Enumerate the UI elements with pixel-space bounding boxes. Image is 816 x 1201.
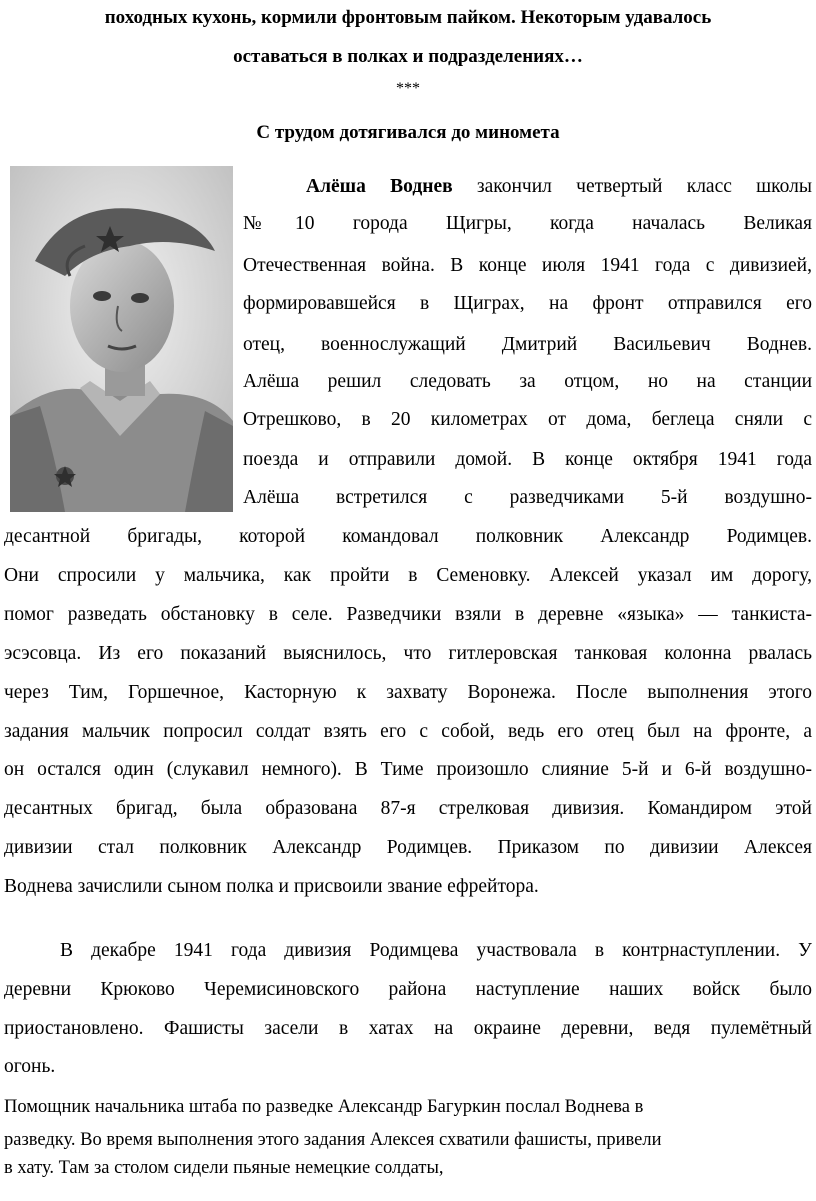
para1-line-2: №10 города Щигры, когда началась Великая [243,213,812,234]
para1-line-15: задания мальчик попросил солдат взять его с собой, ведь его отец был на фронте, а [4,721,812,742]
intro-line-2: оставаться в полках и подразделениях… [233,46,583,67]
person-name: Алёша Воднев [306,176,453,197]
para1-line-5: отец, военнослужащий Дмитрий Васильевич Воднев. [243,334,812,355]
portrait-photo-icon [10,166,233,512]
para1-line-14: через Тим, Горшечное, Касторную к захвату Воронежа. После выполнения этого [4,682,812,703]
para2-line-4: огонь. [4,1056,56,1077]
para1-line-1 [306,176,812,198]
para1-line-8: поезда и отправили домой. В конце октября 1941 года [243,449,812,470]
separator: *** [396,80,420,97]
para1-line-10: десантной бригады, которой командовал полковник Александр Родимцев. [4,526,812,547]
para1-line-16: он остался один (слукавил немного). В Тиме произошло слияние 5-й и 6-й воздушно- [4,759,812,780]
para2-line-2: деревни Крюково Черемисиновского района наступление наших войск было [4,979,812,1000]
para2-line-3: приостановлено. Фашисты засели в хатах на окраине деревни, ведя пулемётный [4,1018,812,1039]
para1-line-12: помог разведать обстановку в селе. Разведчики взяли в деревне «языка» — танкиста- [4,604,812,625]
para3-line-2: разведку. Во время выполнения этого задания Алексея схватили фашисты, привели [4,1130,662,1150]
para1-line-18: дивизии стал полковник Александр Родимцев. Приказом по дивизии Алексея [4,837,812,858]
para3-line-1: Помощник начальника штаба по разведке Александр Багуркин послал Воднева в [4,1097,644,1117]
para1-line-6: Алёша решил следовать за отцом, но на станции [243,371,812,392]
para3-line-3: в хату. Там за столом сидели пьяные немецкие солдаты, [4,1158,444,1178]
intro-line-1: походных кухонь, кормили фронтовым пайком. Некоторым удавалось [104,7,712,28]
para1-line-11: Они спросили у мальчика, как пройти в Семеновку. Алексей указал им дорогу, [4,565,812,586]
section-title: С трудом дотягивался до миномета [256,122,560,143]
para2-line-1: В декабре 1941 года дивизия Родимцева участвовала в контрнаступлении. У [60,940,812,961]
para1-line-3: Отечественная война. В конце июля 1941 года с дивизией, [243,255,812,276]
para1-line-19: Воднева зачислили сыном полка и присвоили звание ефрейтора. [4,876,539,897]
para1-line-7: Отрешково, в 20 километрах от дома, беглеца сняли с [243,409,812,430]
para1-line-13: эсэсовца. Из его показаний выяснилось, что гитлеровская танковая колонна рвалась [4,643,812,664]
para1-line-9: Алёша встретился с разведчиками 5-й воздушно- [243,487,812,508]
portrait-photo [10,166,233,512]
para1-line-1-text: закончил четвертый класс школы [452,176,812,197]
para1-line-4: формировавшейся в Щиграх, на фронт отправился его [243,293,812,314]
para1-line-17: десантных бригад, была образована 87-я стрелковая дивизия. Командиром этой [4,798,812,819]
